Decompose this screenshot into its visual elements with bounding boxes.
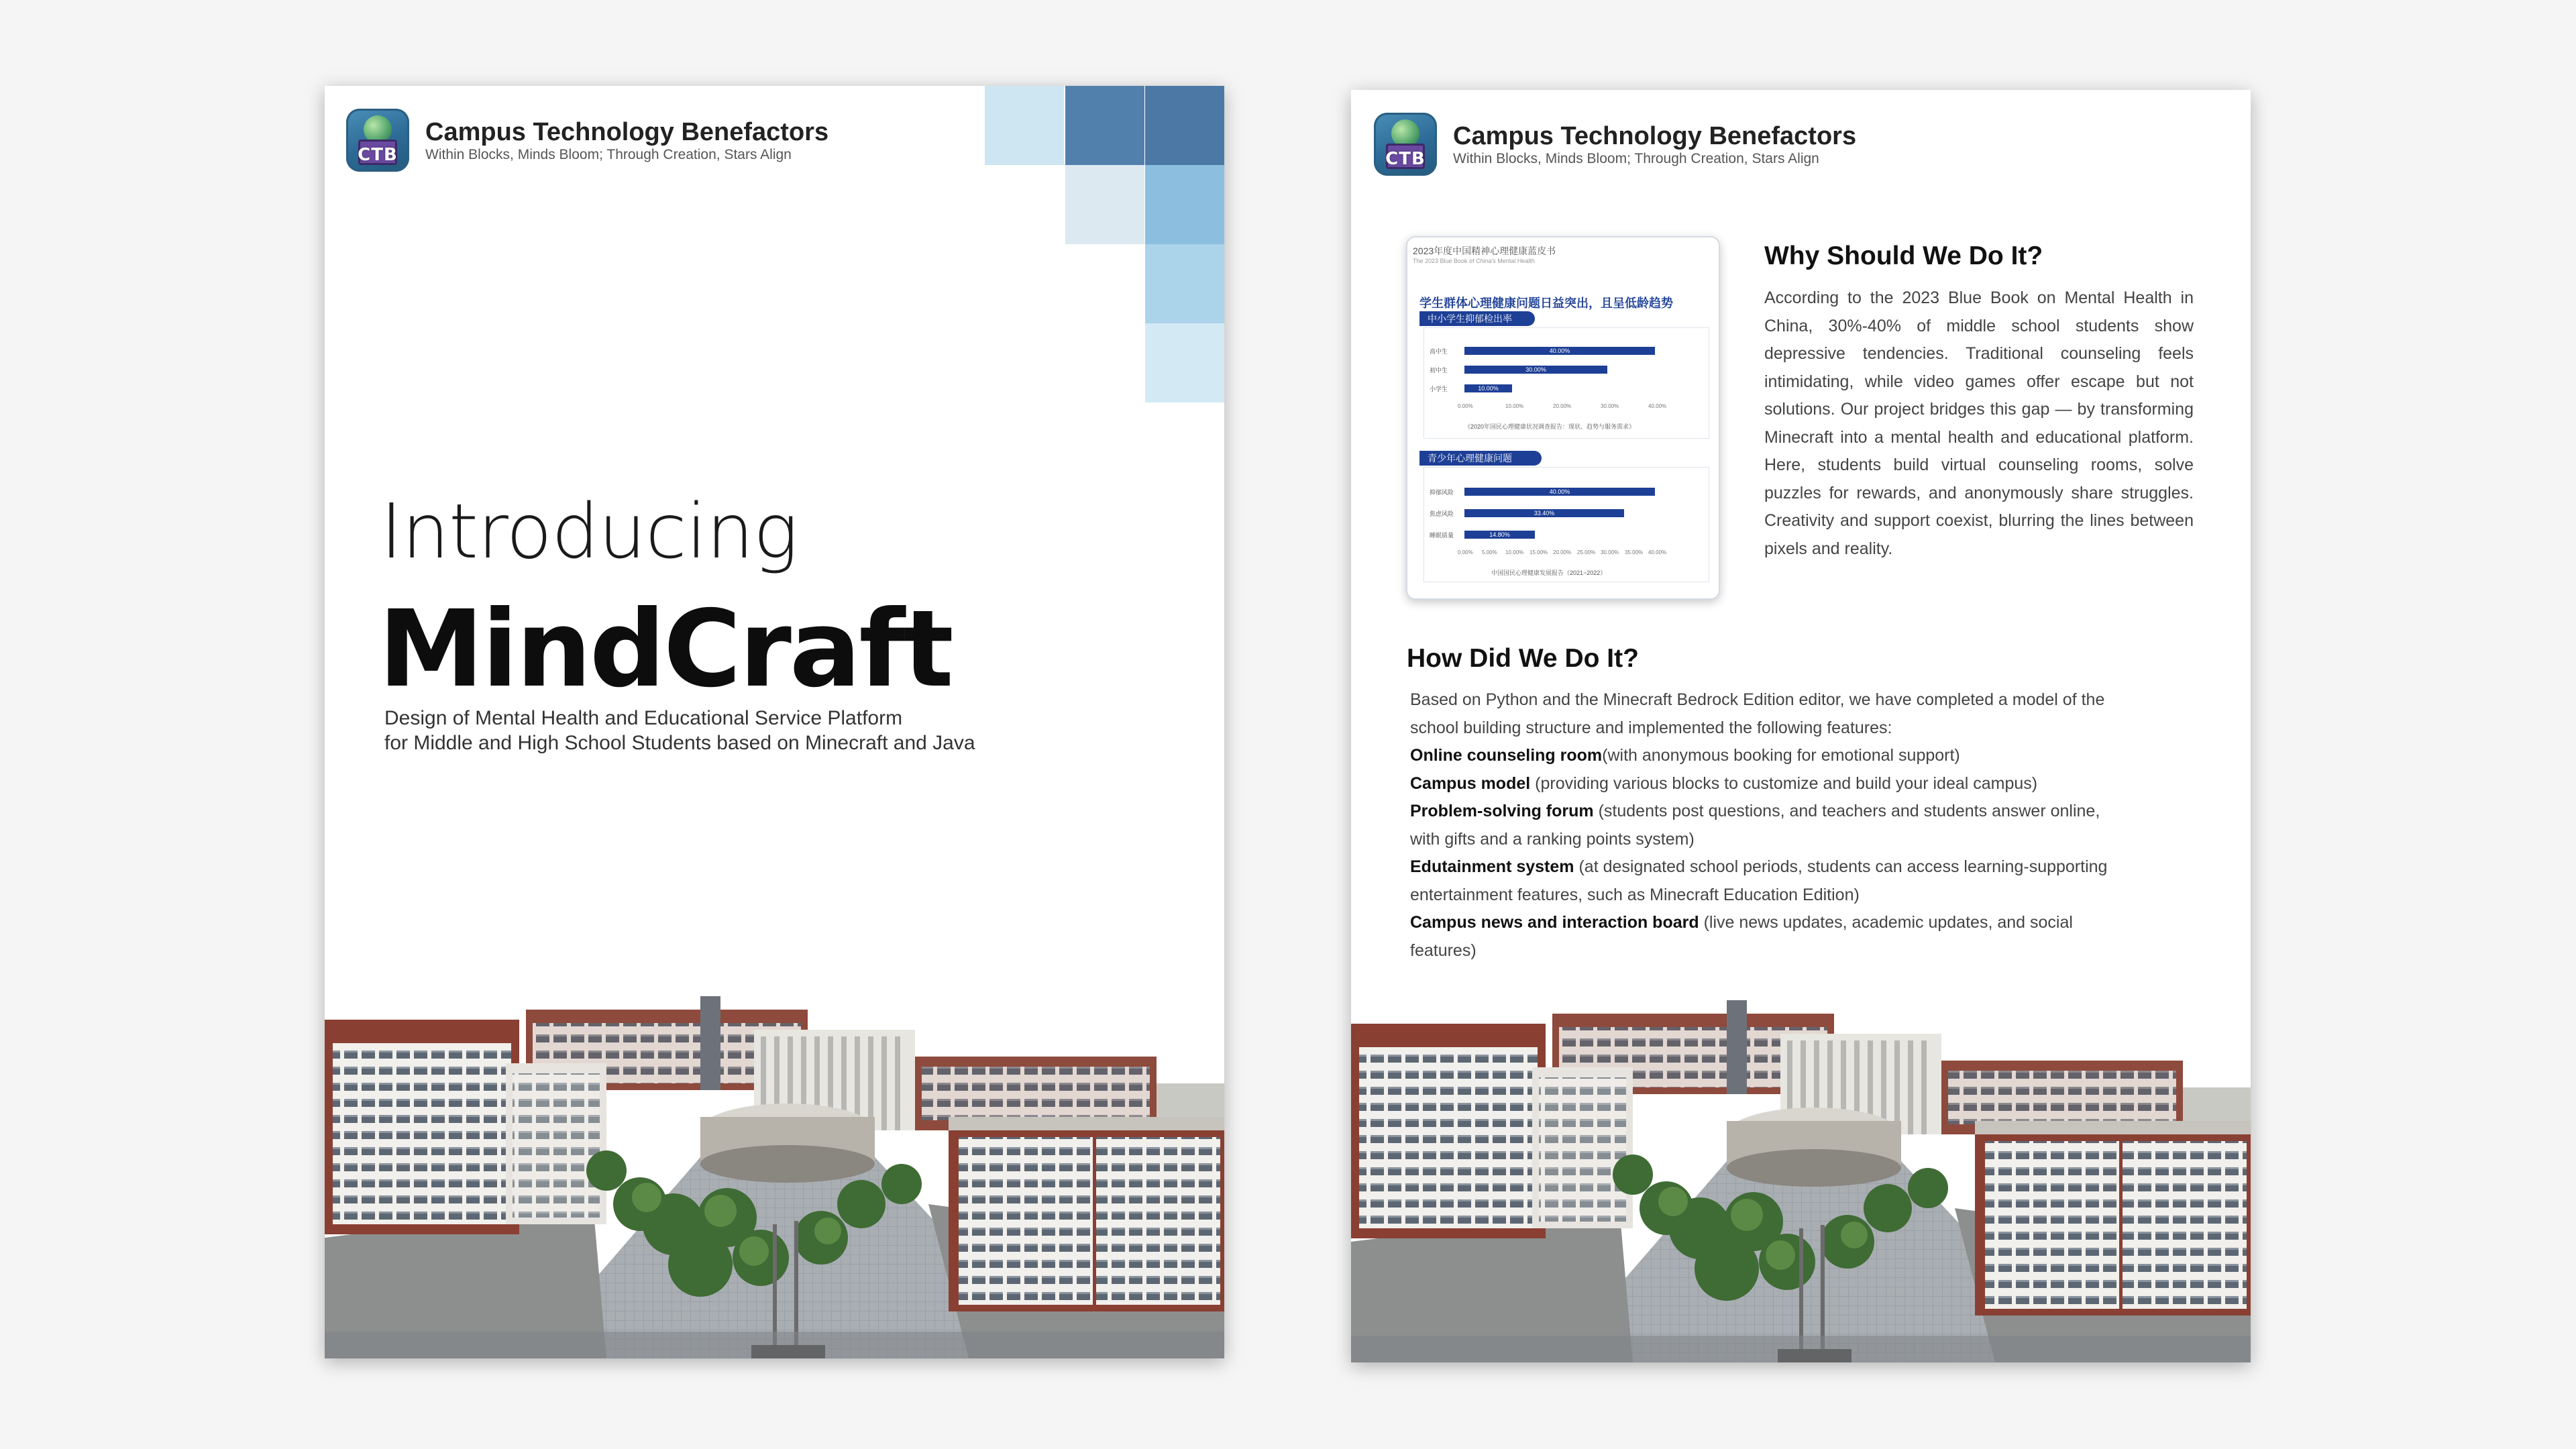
ctb-logo-icon bbox=[1374, 113, 1437, 176]
axis-tick-label: 40.00% bbox=[1648, 403, 1667, 409]
bar: 40.00% bbox=[1464, 488, 1655, 496]
axis-tick-label: 5.00% bbox=[1482, 549, 1497, 555]
brand-tagline: Within Blocks, Minds Bloom; Through Creation, Stars Align bbox=[425, 147, 792, 162]
feature-desc: (with anonymous booking for emotional support) bbox=[1602, 746, 1960, 765]
decor-square bbox=[1065, 86, 1144, 165]
bar-category-label: 睡眠质量 bbox=[1430, 532, 1454, 539]
feature-item bbox=[1410, 798, 2121, 853]
feature-item bbox=[1410, 853, 2121, 909]
axis-tick-label: 20.00% bbox=[1553, 403, 1572, 409]
axis-tick-label: 10.00% bbox=[1505, 549, 1524, 555]
cover-title: MindCraft bbox=[378, 588, 952, 711]
logo-text: CTB bbox=[1385, 149, 1426, 169]
intro-text: Introducing bbox=[380, 488, 798, 576]
how-body bbox=[1410, 686, 2121, 965]
brand-header bbox=[346, 109, 828, 172]
feature-desc: (providing various blocks to customize and build your ideal campus) bbox=[1530, 773, 2038, 793]
axis-tick-label: 25.00% bbox=[1577, 549, 1596, 555]
decor-square bbox=[1145, 244, 1224, 323]
bar-row bbox=[1424, 488, 1709, 497]
brand-name: Campus Technology Benefactors bbox=[1453, 122, 1857, 150]
axis-tick-label: 15.00% bbox=[1529, 549, 1548, 555]
campus-illustration bbox=[325, 983, 1224, 1358]
axis-tick-label: 0.00% bbox=[1458, 549, 1473, 555]
axis-tick-label: 20.00% bbox=[1553, 549, 1572, 555]
ctb-logo-icon bbox=[346, 109, 409, 172]
bar: 33.40% bbox=[1464, 509, 1624, 517]
bar: 30.00% bbox=[1464, 366, 1607, 374]
bar: 10.00% bbox=[1464, 384, 1512, 392]
cover-subtitle bbox=[384, 706, 975, 755]
bar-category-label: 初中生 bbox=[1430, 367, 1448, 374]
feature-name: Campus news and interaction board bbox=[1410, 913, 1699, 932]
report-chart-card bbox=[1406, 236, 1720, 600]
feature-desc: (live news updates, academic updates, and social features) bbox=[1410, 913, 2073, 960]
decor-square bbox=[1065, 165, 1144, 244]
decor-square bbox=[985, 86, 1064, 165]
report-section-label: 青少年心理健康问题 bbox=[1419, 451, 1542, 466]
feature-item bbox=[1410, 742, 2121, 770]
bar-row bbox=[1424, 509, 1709, 519]
bar-row bbox=[1424, 384, 1709, 394]
bar-category-label: 小学生 bbox=[1430, 386, 1448, 392]
axis-tick-label: 0.00% bbox=[1458, 403, 1473, 409]
report-header: 2023年度中国精神心理健康蓝皮书 bbox=[1413, 246, 1556, 256]
feature-name: Problem-solving forum bbox=[1410, 802, 1594, 820]
why-heading: Why Should We Do It? bbox=[1764, 241, 2043, 270]
brand-tagline: Within Blocks, Minds Bloom; Through Creation, Stars Align bbox=[1453, 151, 1819, 166]
cover-page bbox=[325, 86, 1224, 1358]
feature-desc: (students post questions, and teachers and students answer online, with gifts and a ranking points system) bbox=[1410, 802, 2100, 849]
bar-row bbox=[1424, 347, 1709, 356]
bar: 14.80% bbox=[1464, 531, 1535, 539]
feature-name: Online counseling room bbox=[1410, 746, 1603, 765]
feature-name: Edutainment system bbox=[1410, 857, 1574, 876]
report-section-label: 中小学生抑郁检出率 bbox=[1419, 311, 1535, 326]
how-heading: How Did We Do It? bbox=[1407, 644, 1639, 673]
feature-desc: (at designated school periods, students can access learning-supporting entertainment features, such as Minecraft Education Edition) bbox=[1410, 857, 2108, 904]
chart1-note: 《2020年国民心理健康状况调查报告：现状、趋势与服务需求》 bbox=[1464, 423, 1635, 430]
feature-list bbox=[1410, 742, 2121, 965]
details-page bbox=[1351, 90, 2251, 1362]
axis-tick-label: 30.00% bbox=[1601, 403, 1619, 409]
campus-illustration bbox=[1351, 987, 2251, 1362]
chart1 bbox=[1424, 327, 1709, 439]
bar: 40.00% bbox=[1464, 347, 1655, 355]
axis-tick-label: 35.00% bbox=[1625, 549, 1644, 555]
feature-item bbox=[1410, 770, 2121, 798]
brand-name: Campus Technology Benefactors bbox=[425, 118, 829, 146]
bar-category-label: 焦虑风险 bbox=[1430, 511, 1454, 517]
chart2-note: 中国国民心理健康发展报告（2021~2022） bbox=[1491, 570, 1607, 576]
how-intro: Based on Python and the Minecraft Bedrock Edition editor, we have completed a model of the school building structure and implemented the following features: bbox=[1410, 690, 2105, 737]
decor-square bbox=[1145, 86, 1224, 165]
axis-tick-label: 30.00% bbox=[1601, 549, 1619, 555]
logo-text: CTB bbox=[358, 145, 398, 165]
bar-category-label: 抑郁风险 bbox=[1430, 489, 1454, 496]
brand-header bbox=[1374, 113, 1856, 176]
cover-subtitle-line: Design of Mental Health and Educational Service Platform bbox=[384, 707, 903, 729]
decor-square bbox=[1145, 165, 1224, 244]
bar-row bbox=[1424, 366, 1709, 375]
bar-row bbox=[1424, 531, 1709, 540]
why-text: According to the 2023 Blue Book on Mental Health in China, 30%-40% of middle school students show depressive tendencies. Traditional counseling feels intimidating, while video games offer escape but not solutions. Our project bridges this gap — by transforming Minecraft into a mental health and educational platform. Here, students build virtual counseling rooms, solve puzzles for rewards, and anonymously share struggles. Creativity and support coexist, blurring the lines between pixels and reality. bbox=[1764, 288, 2194, 558]
axis-tick-label: 10.00% bbox=[1505, 403, 1524, 409]
chart2 bbox=[1424, 467, 1709, 582]
feature-item bbox=[1410, 909, 2121, 965]
decor-square bbox=[1145, 323, 1224, 402]
report-header-en: The 2023 Blue Book of China's Mental Health bbox=[1413, 258, 1535, 264]
feature-name: Campus model bbox=[1410, 773, 1531, 793]
report-title: 学生群体心理健康问题日益突出，且呈低龄趋势 bbox=[1419, 297, 1673, 310]
bar-category-label: 高中生 bbox=[1430, 348, 1448, 355]
axis-tick-label: 40.00% bbox=[1648, 549, 1667, 555]
cover-subtitle-line: for Middle and High School Students based on Minecraft and Java bbox=[384, 732, 975, 754]
